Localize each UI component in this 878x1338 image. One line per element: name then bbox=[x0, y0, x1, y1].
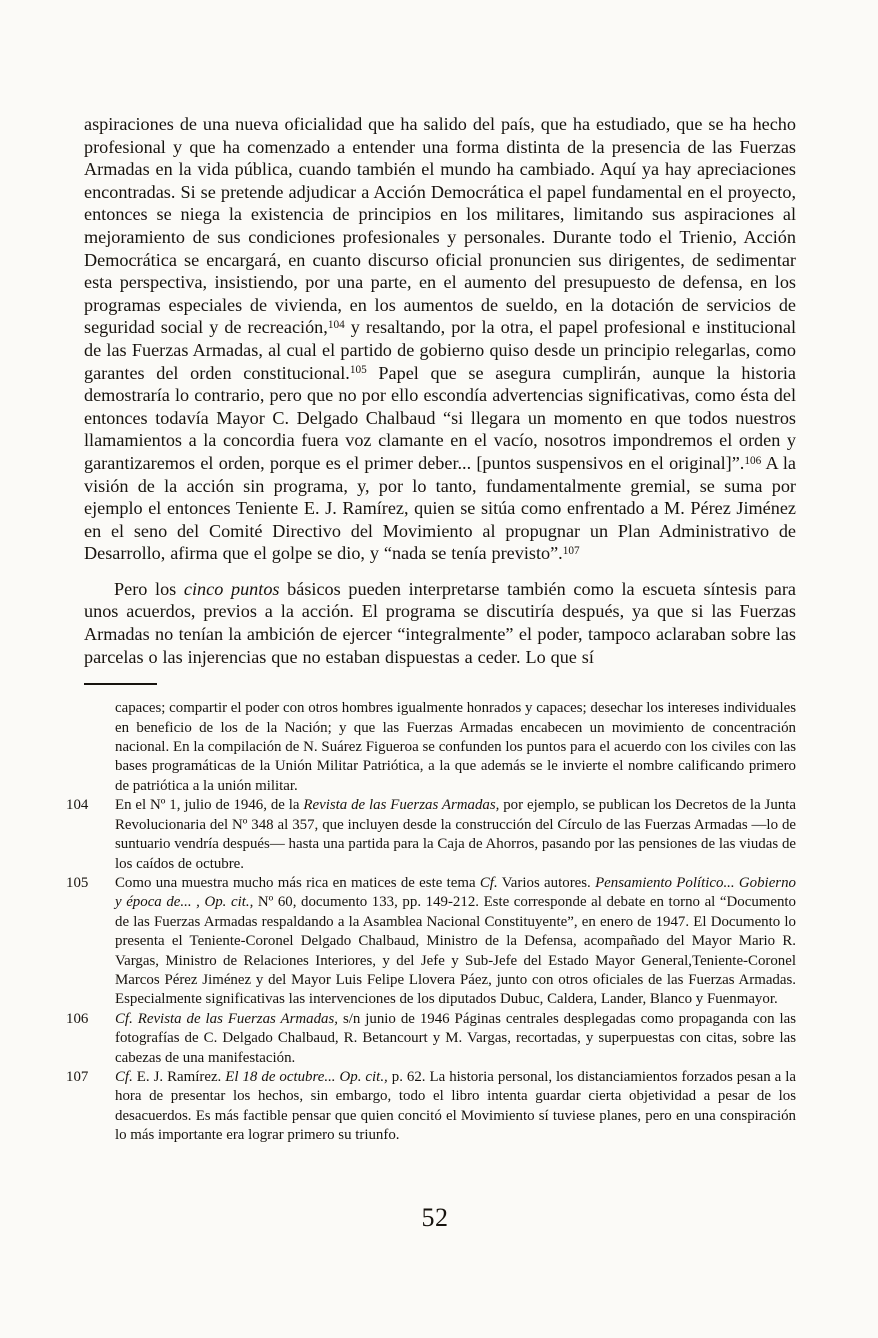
footnote-105 bbox=[66, 874, 796, 1010]
footnote-continuation bbox=[66, 699, 796, 796]
footnote-text: En el Nº 1, julio de 1946, de la Revista de las Fuerzas Armadas, por ejemplo, se publican los Decretos de la Junta Revolucionaria del Nº 348 al 357, que incluyen desde la construcción del Círculo de las Fuerzas Armadas —lo de suntuario vendría después— hasta una partida para la Caja de Ahorros, pasando por las pensiones de las viudas de los caídos de octubre. bbox=[115, 797, 796, 872]
body-paragraph-1: aspiraciones de una nueva oficialidad que ha salido del país, que ha estudiado, que se ha hecho profesional y que ha comenzado a entender una forma distinta de la presencia de las Fuerzas Armadas en la vida pública, cuando también el mundo ha cambiado. Aquí ya hay apreciaciones encontradas. Si se pretende adjudicar a Acción Democrática el papel fundamental en el proyecto, entonces se niega la existencia de principios en los militares, limitando sus aspiraciones al mejoramiento de sus condiciones profesionales y personales. Durante todo el Trienio, Acción Democrática se encargará, en cuanto discurso oficial pronuncien sus dirigentes, de sedimentar esta perspectiva, insistiendo, por una parte, en el aumento del presupuesto de defensa, en los programas especiales de vivienda, en los aumentos de sueldo, en la dotación de servicios de seguridad social y de recreación,$^{104}$ y resaltando, por la otra, el papel profesional e institucional de las Fuerzas Armadas, al cual el partido de gobierno quiso desde un principio relegarlas, como garantes del orden constitucional.$^{105}$ Papel que se asegura cumplirán, aunque la historia demostraría lo contrario, pero que no por ello escondía advertencias significativas, como ésta del entonces todavía Mayor C. Delgado Chalbaud “si llegara un momento en que todos nuestros llamamientos a la concordia fuera voz clamante en el vacío, nosotros impondremos el orden y garantizaremos el orden, porque es el primer deber... [puntos suspensivos en el original]”.$^{106}$ A la visión de la acción sin programa, y, por lo tanto, fundamentalmente gremial, se suma por ejemplo el entonces Teniente E. J. Ramírez, quien se sitúa como enfrentado a M. Pérez Jiménez en el seno del Comité Directivo del Movimiento al propugnar un Plan Administrativo de Desarrollo, afirma que el golpe se dio, y “nada se tenía previsto”.$^{107}$ bbox=[84, 114, 797, 564]
footnote-number: 104 bbox=[66, 797, 89, 814]
footnote-107 bbox=[66, 1068, 796, 1146]
footnote-separator-rule bbox=[84, 683, 157, 685]
footnote-text: Como una muestra mucho más rica en matices de este tema Cf. Varios autores. Pensamiento Político... Gobierno y época de... , Op. cit., Nº 60, documento 133, pp. 149-212. Este corresponde al debate en torno al “Documento de las Fuerzas Armadas respaldando a la Asamblea Nacional Constituyente”, en enero de 1947. El Documento lo presenta el Teniente-Coronel Delgado Chalbaud, Ministro de la Defensa, acompañado del Mayor Mario R. Vargas, Ministro de Relaciones Interiores, y del Jefe y Sub-Jefe del Estado Mayor General,Teniente-Coronel Marcos Pérez Jiménez y del Mayor Luis Felipe Llovera Páez, junto con otros oficiales de las Fuerzas Armadas. Especialmente significativas las intervenciones de los diputados Dubuc, Caldera, Lander, Blanco y Fuenmayor. bbox=[115, 874, 796, 1008]
footnote-106 bbox=[66, 1010, 796, 1068]
footnote-text: capaces; compartir el poder con otros hombres igualmente honrados y capaces; desechar los intereses individuales en beneficio de los de la Nación; y que las Fuerzas Armadas encabecen un movimiento de concentración nacional. En la compilación de N. Suárez Figueroa se confunden los puntos para el acuerdo con los civiles con las bases programáticas de la Unión Militar Patriótica, a la que además se le invierte el nombre calificando primero de patriótica a la unión militar. bbox=[115, 700, 796, 794]
page-content bbox=[66, 113, 797, 1146]
footnote-number bbox=[66, 699, 115, 796]
footnote-number: 106 bbox=[66, 1010, 89, 1027]
footnotes-section bbox=[66, 699, 796, 1145]
footnote-number: 105 bbox=[66, 874, 89, 891]
footnote-104 bbox=[66, 796, 796, 874]
body-paragraph-2: Pero los cinco puntos básicos pueden interpretarse también como la escueta síntesis para unos acuerdos, previos a la acción. El programa se discutiría después, ya que si las Fuerzas Armadas no tenían la ambición de ejercer “integralmente” el poder, tampoco aclaraban sobre las parcelas o las injerencias que no estaban dispuestas a ceder. Lo que sí bbox=[84, 578, 796, 667]
page-number: 52 bbox=[421, 1203, 449, 1232]
footnote-number: 107 bbox=[66, 1068, 89, 1085]
footnote-text: Cf. Revista de las Fuerzas Armadas, s/n junio de 1946 Páginas centrales desplegadas como propaganda con las fotografías de C. Delgado Chalbaud, R. Betancourt y M. Vargas, recortadas, y superpuestas con citas, sobre las cabezas de una manifestación. bbox=[115, 1010, 797, 1066]
footnote-text: Cf. E. J. Ramírez. El 18 de octubre... Op. cit., p. 62. La historia personal, los distanciamientos forzados pesan a la hora de presentar los hechos, sin embargo, todo el libro intenta guardar cierta objetividad a pesar de los desacuerdos. Es más factible pensar que quien concitó el Movimiento sí tuviese planes, pero en una conspiración lo más importante era lograr primero su triunfo. bbox=[115, 1068, 796, 1144]
